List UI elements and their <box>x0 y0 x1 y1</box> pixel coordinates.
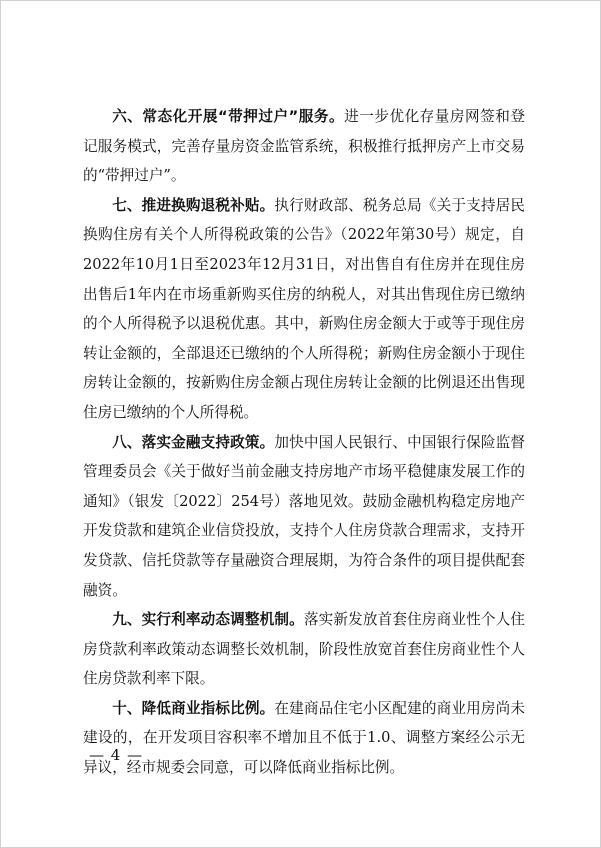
page-number: — 4 — <box>89 746 144 764</box>
paragraph-item-8 <box>83 428 525 606</box>
section-text: 落实新发放首套住房商业性个人住房贷款利率政策动态调整长效机制，阶段性放宽首套住房商业性个人住房贷款利率下限。 <box>83 611 525 688</box>
document-body <box>83 102 525 783</box>
section-text: 加快中国人民银行、中国银行保险监督管理委员会《关于做好当前金融支持房地产市场平稳健康发展工作的通知》（银发〔2022〕254号）落地见效。鼓励金融机构稳定房地产开发贷款和建筑企业信贷投放，支持个人住房贷款合理需求，支持开发贷款、信托贷款等存量融资合理展期，为符合条件的项目提供配套融资。 <box>83 433 525 599</box>
paragraph-item-10 <box>83 694 525 783</box>
section-heading: 十、降低商业指标比例。 <box>112 699 275 717</box>
paragraph-item-9 <box>83 605 525 694</box>
section-heading: 七、推进换购退税补贴。 <box>112 196 275 214</box>
section-heading: 八、落实金融支持政策。 <box>112 433 275 451</box>
section-text: 进一步优化存量房网签和登记服务模式，完善存量房资金监管系统，积极推行抵押房产上市交易的“带押过户”。 <box>83 108 525 185</box>
section-text: 执行财政部、税务总局《关于支持居民换购住房有关个人所得税政策的公告》（2022年第30号）规定，自2022年10月1日至2023年12月31日，对出售自有住房并在现住房出售后1年内在市场重新购买住房的纳税人，对其出售现住房已缴纳的个人所得税予以退税优惠。其中，新购住房金额大于或等于现住房转让金额的，全部退还已缴纳的个人所得税；新购住房金额小于现住房转让金额的，按新购住房金额占现住房转让金额的比例退还出售现住房已缴纳的个人所得税。 <box>83 196 525 421</box>
paragraph-item-7 <box>83 191 525 428</box>
section-text: 在建商品住宅小区配建的商业用房尚未建设的，在开发项目容积率不增加且不低于1.0、调整方案经公示无异议，经市规委会同意，可以降低商业指标比例。 <box>83 699 525 777</box>
section-heading: 九、实行利率动态调整机制。 <box>112 611 304 629</box>
section-heading: 六、常态化开展“带押过户”服务。 <box>112 108 345 125</box>
paragraph-item-6 <box>83 102 525 191</box>
